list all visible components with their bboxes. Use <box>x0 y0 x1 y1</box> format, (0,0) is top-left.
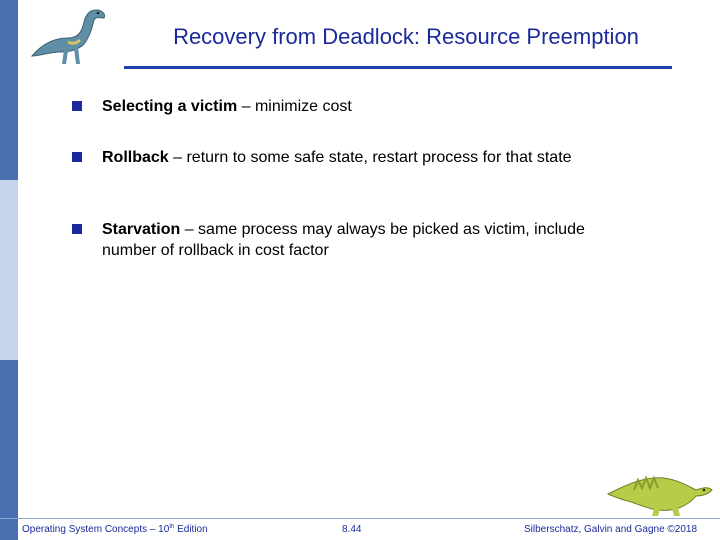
slide-title: Recovery from Deadlock: Resource Preemption <box>173 24 639 49</box>
sidebar-stripe <box>0 0 18 540</box>
title-underline <box>124 66 672 69</box>
dinosaur-icon <box>604 466 716 518</box>
bullet-text: – return to some safe state, restart process for that state <box>168 149 572 166</box>
bullet-square-icon <box>72 101 82 111</box>
bullet-item <box>72 219 632 261</box>
footer-divider <box>0 518 720 519</box>
dinosaur-icon <box>24 4 116 68</box>
footer-book-title: Operating System Concepts – 10th Edition <box>22 524 208 535</box>
bullet-text: – same process may always be picked as victim, include number of rollback in cost factor <box>102 221 585 259</box>
sidebar-segment-dark <box>0 0 18 180</box>
bullet-term: Rollback <box>102 149 169 166</box>
sidebar-segment-dark <box>0 360 18 540</box>
bullet-item <box>72 96 632 117</box>
bullet-square-icon <box>72 152 82 162</box>
bullet-term: Selecting a victim <box>102 98 238 115</box>
footer-page-number: 8.44 <box>342 524 362 535</box>
bullet-term: Starvation <box>102 221 181 238</box>
bullet-square-icon <box>72 224 82 234</box>
bullet-text: – minimize cost <box>237 98 352 115</box>
sidebar-segment-light <box>0 180 18 360</box>
bullet-item <box>72 147 632 168</box>
footer-copyright: Silberschatz, Galvin and Gagne ©2018 <box>524 524 698 535</box>
